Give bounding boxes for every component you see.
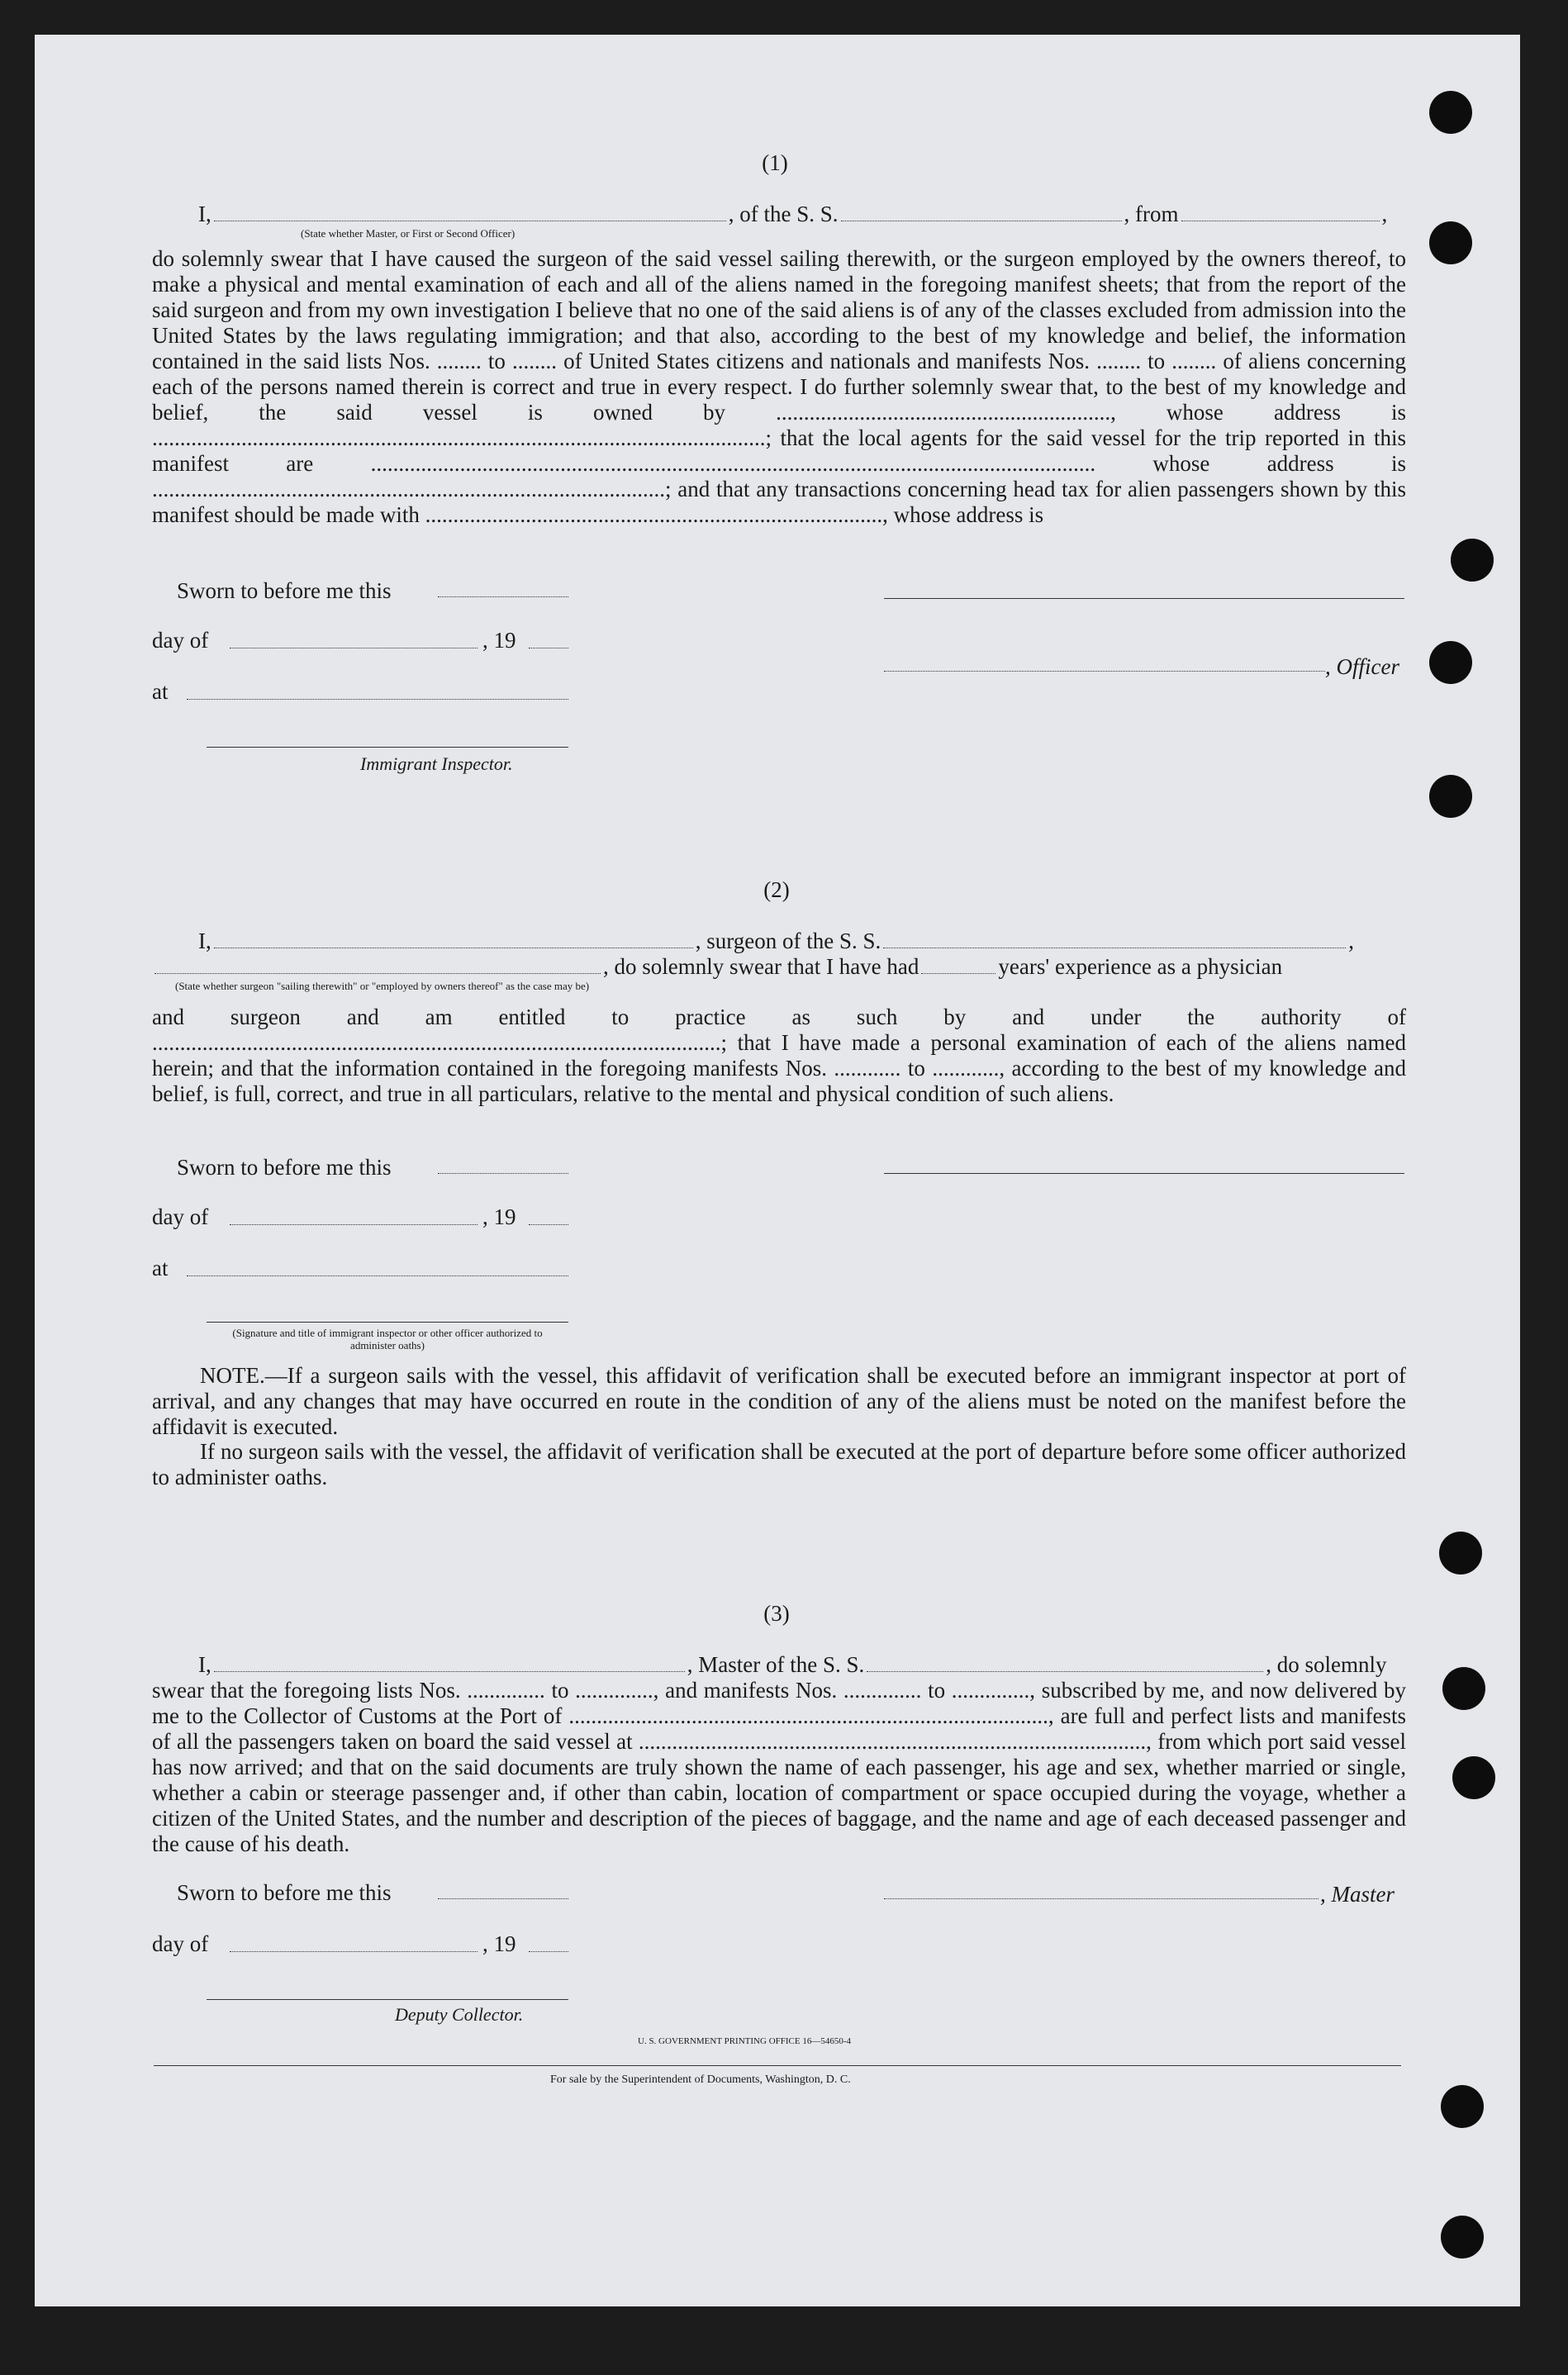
sale-notice: For sale by the Superintendent of Documents, Washington, D. C.	[550, 2073, 851, 2086]
master-label: , Master of the S. S.	[687, 1652, 865, 1677]
printing-office-line: U. S. GOVERNMENT PRINTING OFFICE 16—54650-4	[638, 2036, 852, 2046]
from-label: , from	[1124, 202, 1179, 226]
at-label: at	[152, 1256, 169, 1280]
punch-hole	[1429, 775, 1472, 818]
section-heading: (2)	[763, 877, 790, 902]
sworn-label: Sworn to before me this	[177, 1155, 392, 1180]
surgeon-line	[198, 929, 1354, 953]
day-of-label: day of	[152, 1931, 209, 1956]
signature-title-note: (Signature and title of immigrant inspector or other officer authorized to administer oaths)	[232, 1327, 543, 1351]
punch-hole	[1442, 1667, 1485, 1710]
day-of-label: day of	[152, 628, 209, 653]
punch-hole	[1441, 2085, 1484, 2128]
note-paragraph: If no surgeon sails with the vessel, the affidavit of verification shall be executed at the port of departure before some officer authorized to administer oaths.	[152, 1439, 1406, 1489]
section-heading: (1)	[762, 150, 788, 175]
pronoun-label: I,	[198, 202, 211, 226]
sworn-label: Sworn to before me this	[177, 1880, 392, 1905]
section-heading: (3)	[763, 1601, 790, 1626]
pronoun-label: I,	[198, 929, 211, 953]
officer-note: (State whether Master, or First or Second Officer)	[301, 227, 516, 240]
punch-hole	[1429, 221, 1472, 264]
comma: ,	[1348, 929, 1355, 953]
punch-hole	[1451, 539, 1494, 582]
pronoun-label: I,	[198, 1652, 211, 1677]
inspector-title: Immigrant Inspector.	[360, 753, 513, 774]
year-label: , 19	[482, 628, 516, 653]
punch-hole	[1429, 91, 1472, 134]
years-label: years' experience as a physician	[998, 954, 1283, 979]
punch-hole	[1429, 641, 1472, 684]
surgeon-note: (State whether surgeon "sailing therewith" or "employed by owners thereof" as the case may be)	[175, 980, 590, 992]
punch-hole	[1439, 1532, 1482, 1575]
oath-body: do solemnly swear that I have caused the surgeon of the said vessel sailing therewith, or the surgeon employed by the owners thereof, to make a physical and mental examination of each and all of the aliens named in the foregoing manifest sheets; that from the report of the said surgeon and from my own investigation I believe that no one of the said aliens is of any of the classes excluded from admission into the United States by the laws regulating immigration; and that also, according to the best of my knowledge and belief, the information contained in the said lists Nos. ........ to ........ of United States citizens and nationals and manifests Nos. ........ to ........ of aliens concerning each of the persons named therein is correct and true in every respect. I do further solemnly swear that, to the best of my knowledge and belief, the said vessel is owned by ............................................................, whose address is ..............................................................................................................; that the local agents for the said vessel for the trip reported in this manifest are .................................................................................................................................. whose address is ............................................................................................; and that any transactions concerning head tax for alien passengers shown by this manifest should be made with .................................................................................., whose address is	[152, 246, 1406, 527]
year-label: , 19	[482, 1204, 516, 1229]
master-signature-label: , Master	[1320, 1882, 1395, 1907]
master-line	[198, 1652, 1386, 1677]
at-label: at	[152, 679, 169, 704]
surgeon-body: and surgeon and am entitled to practice as such by and under the authority of ......................................................................................................; that I have made a personal examination of each of the aliens named herein; and that the information contained in the foregoing manifests Nos. ............ to ............, according to the best of my knowledge and belief, is full, correct, and true in all particulars, relative to the mental and physical condition of such aliens.	[152, 1005, 1406, 1106]
swear-label: , do solemnly swear that I have had	[603, 954, 919, 979]
surgeon-label: , surgeon of the S. S.	[695, 929, 881, 953]
punch-hole	[1452, 1756, 1495, 1799]
vessel-label: , of the S. S.	[728, 202, 839, 226]
punch-hole	[1441, 2216, 1484, 2259]
comma: ,	[1381, 202, 1388, 226]
master-body: swear that the foregoing lists Nos. .............. to .............., and manifests Nos. .............. to .............., subscribed by me, and now delivered by me to the Collector of Customs at the Port of ......................................................................................, are full and perfect lists and manifests of all the passengers taken on board the said vessel at ..........................................................................................., from which port said vessel has now arrived; and that on the said documents are truly shown the name of each passenger, his age and sex, whether married or single, whether a cabin or steerage passenger and, if other than cabin, location of compartment or space occupied during the voyage, whether a citizen of the United States, and the number and description of the pieces of baggage, and the name and age of each deceased passenger and the cause of his death.	[152, 1678, 1406, 1856]
oath-line	[198, 202, 1387, 226]
experience-line	[152, 954, 1282, 979]
solemnly-label: , do solemnly	[1266, 1652, 1387, 1677]
deputy-collector-title: Deputy Collector.	[395, 2004, 524, 2025]
year-label: , 19	[482, 1931, 516, 1956]
sworn-label: Sworn to before me this	[177, 578, 392, 603]
officer-signature-label: , Officer	[1325, 654, 1399, 679]
note-paragraph: NOTE.—If a surgeon sails with the vessel, this affidavit of verification shall be executed before an immigrant inspector at port of arrival, and any changes that may have occurred en route in the condition of any of the aliens must be noted on the manifest before the affidavit is executed.	[152, 1363, 1406, 1439]
day-of-label: day of	[152, 1204, 209, 1229]
